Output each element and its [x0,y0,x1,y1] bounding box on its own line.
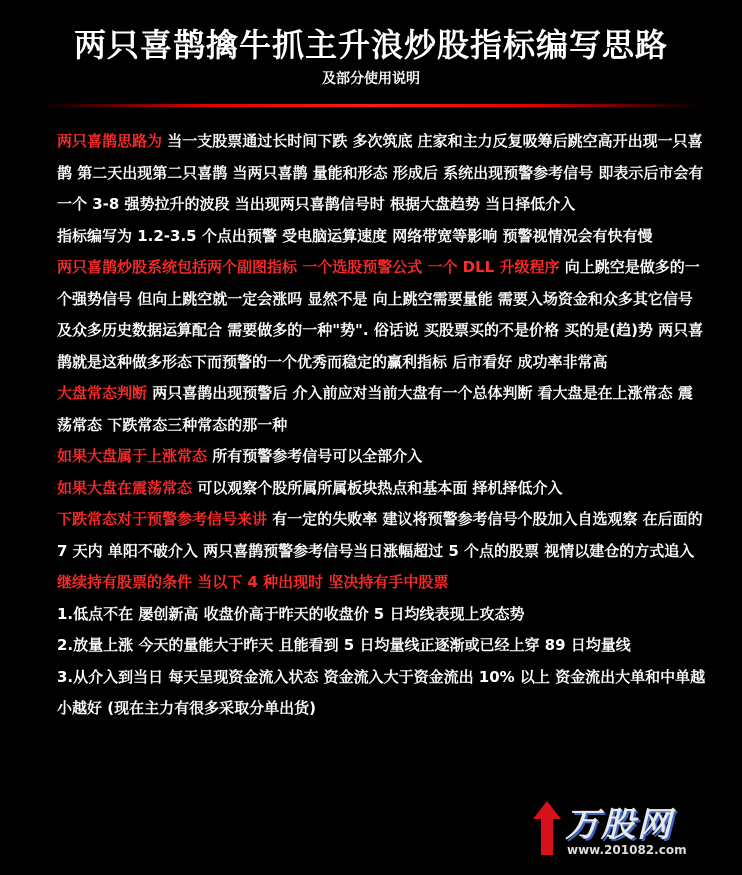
paragraph [57,473,707,505]
highlight-text: 如果大盘属于上涨常态 [57,447,208,465]
paragraph [57,378,707,441]
paragraph [57,662,707,725]
paragraph [57,504,707,567]
body-text: 指标编写为 1.2-3.5 个点出预警 受电脑运算速度 网络带宽等影响 预警视情况会有快有慢 [57,226,653,245]
body-text: 有一定的失败率 建议将预警参考信号个股加入自选观察 在后面的 7 天内 单阳不破介入 两只喜鹊预警参考信号当日涨幅超过 5 个点的股票 视情以建仓的方式追入 [57,510,703,560]
watermark-url: www.201082.com [567,843,687,857]
page-title: 两只喜鹊擒牛抓主升浪炒股指标编写思路 [73,26,668,64]
highlight-text: 大盘常态判断 [57,384,148,402]
paragraph [57,126,707,221]
paragraph [57,221,707,253]
paragraph [57,441,707,473]
body-text: 3.从介入到当日 每天呈现资金流入状态 资金流入大于资金流出 10% 以上 资金流出大单和中单越小越好 (现在主力有很多采取分单出货) [57,667,706,717]
paragraph [57,630,707,662]
highlight-text: 继续持有股票的条件 当以下 4 种出现时 坚决持有手中股票 [57,573,449,591]
highlight-text: 两只喜鹊思路为 [57,132,163,150]
paragraph [57,599,707,631]
body-text: 可以观察个股所属所属板块热点和基本面 择机择低介入 [192,478,563,497]
highlight-text: 下跌常态对于预警参考信号来讲 [57,510,268,528]
body-text: 当一支股票通过长时间下跌 多次筑底 庄家和主力反复吸筹后跳空高开出现一只喜鹊 第二天出现第二只喜鹊 当两只喜鹊 量能和形态 形成后 系统出现预警参考信号 即表示后市会有一个 3-8 强势拉升的波段 当出现两只喜鹊信号时 根据大盘趋势 当日择低介入 [57,132,704,213]
paragraph [57,567,707,599]
body-text: 两只喜鹊出现预警后 介入前应对当前大盘有一个总体判断 看大盘是在上涨常态 震荡常态 下跌常态三种常态的那一种 [57,384,693,434]
highlight-text: 如果大盘在震荡常态 [57,478,193,497]
body-text: 所有预警参考信号可以全部介入 [207,447,423,465]
watermark-brand: 万股网 [565,805,673,845]
header [0,0,742,112]
red-arrow-icon [527,797,567,867]
watermark-logo [527,797,707,867]
red-divider [40,104,702,107]
highlight-text: 两只喜鹊炒股系统包括两个副图指标 一个选股预警公式 一个 DLL 升级程序 [57,258,560,276]
body-text: 2.放量上涨 今天的量能大于昨天 且能看到 5 日均量线正逐渐或已经上穿 89 日均量线 [57,636,631,654]
body-text: 向上跳空是做多的一个强势信号 但向上跳空就一定会涨吗 显然不是 向上跳空需要量能 需要入场资金和众多其它信号及众多历史数据运算配合 需要做多的一种"势". 俗话说 买股票买的不是价格 买的是(趋)势 两只喜鹊就是这种做多形态下而预警的一个优秀而稳定的赢利指标 后市看好 成功率非常高 [57,258,704,371]
article-body [57,126,707,725]
body-text: 1.低点不在 屡创新高 收盘价高于昨天的收盘价 5 日均线表现上攻态势 [57,604,525,623]
page-subtitle: 及部分使用说明 [322,71,420,87]
paragraph [57,252,707,378]
